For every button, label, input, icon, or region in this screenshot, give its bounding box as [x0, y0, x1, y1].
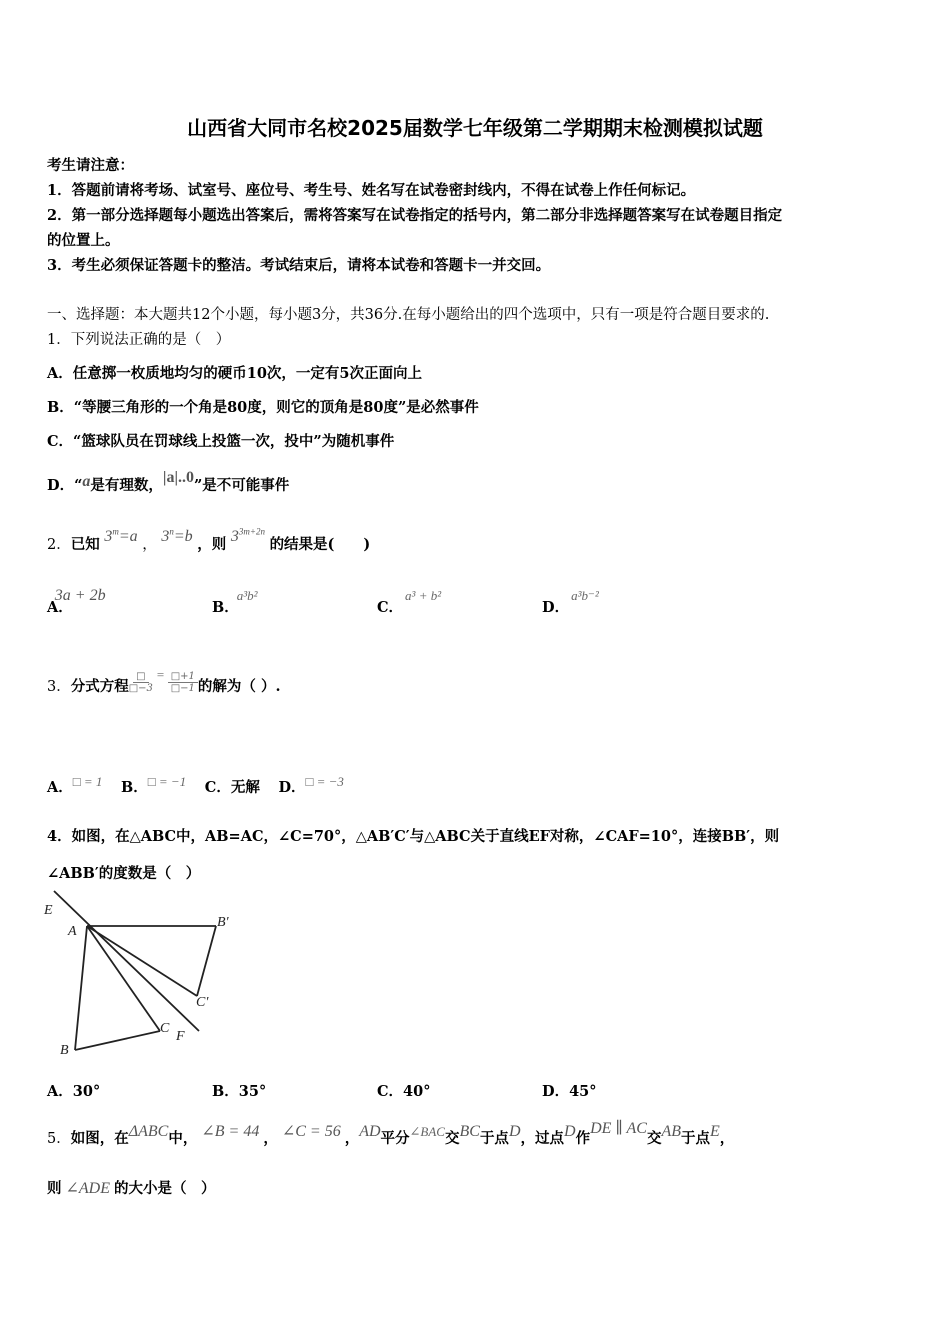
q4-option-b: B．35°: [212, 1083, 267, 1100]
q2-stem: 2．已知 $3^m=a$ ， $3^n=b$ ，则 $3^{3m+2n}$ 的结果是( ): [47, 526, 371, 553]
q4-option-d: D．45°: [542, 1083, 597, 1100]
q2-option-d: D．a³b⁻²: [542, 588, 599, 616]
label-e: E: [44, 903, 53, 918]
q3-stem: 3．分式方程 $\frac{□}{□-3}$ = $\frac{□+1}{□-1}$ 的解为（ ）.: [47, 667, 281, 695]
label-b-prime: B′: [217, 915, 229, 930]
notice-item-2b: 的位置上。: [47, 232, 120, 249]
segment-ac-prime: [87, 926, 197, 996]
line-ef: [54, 891, 199, 1031]
q4-option-c: C．40°: [377, 1083, 431, 1100]
q4-figure: [40, 888, 250, 1063]
label-c: C: [160, 1021, 170, 1036]
q5-stem-line2: 则 ∠ADE 的大小是（ ）: [47, 1180, 216, 1197]
q2-option-c: C．a³ + b²: [377, 588, 442, 616]
q3-options: A．□ = 1 B．□ = −1 C．无解 D．□ = −3: [47, 774, 344, 796]
notice-heading: 考生请注意：: [47, 157, 134, 174]
section-heading: 一、选择题：本大题共12个小题，每小题3分，共36分.在每小题给出的四个选项中，只有一项是符合题目要求的.: [47, 307, 770, 323]
q2-option-a: A．3a + 2b: [47, 587, 106, 616]
label-b: B: [60, 1043, 69, 1058]
label-f: F: [176, 1029, 185, 1044]
q1-option-a: A．任意掷一枚质地均匀的硬币10次，一定有5次正面向上: [47, 365, 423, 382]
q4-stem-line1: 4．如图，在△ABC中，AB=AC，∠C=70°，△AB′C′与△ABC关于直线EF对称，∠CAF=10°，连接BB′，则: [47, 828, 780, 845]
segment-bc: [75, 1031, 160, 1050]
q4-stem-line2: ∠ABB′的度数是（ ）: [47, 865, 201, 882]
notice-item-2a: 2．第一部分选择题每小题选出答案后，需将答案写在试卷指定的括号内，第二部分非选择题答案写在试卷题目指定: [47, 207, 783, 224]
q4-option-a: A．30°: [47, 1083, 101, 1100]
label-c-prime: C′: [196, 995, 209, 1010]
q2-option-b: B．a³b²: [212, 588, 258, 616]
notice-item-1: 1．答题前请将考场、试室号、座位号、考生号、姓名写在试卷密封线内，不得在试卷上作任何标记。: [47, 182, 696, 199]
q1-option-d: D．“a是有理数，|a|..0”是不可能事件: [47, 469, 290, 494]
segment-ac: [87, 926, 160, 1031]
segment-ab: [75, 926, 87, 1050]
page-title: 山西省大同市名校2025届数学七年级第二学期期末检测模拟试题: [187, 116, 763, 140]
q5-stem: 5．如图，在ΔABC中， ∠B = 44 ， ∠C = 56 ，AD平分∠BAC交BC于点D，过点D作DE ∥ AC交AB于点E，: [47, 1120, 735, 1147]
q1-option-c: C．“篮球队员在罚球线上投篮一次，投中”为随机事件: [47, 433, 395, 450]
q1-option-b: B．“等腰三角形的一个角是80度，则它的顶角是80度”是必然事件: [47, 399, 479, 416]
notice-item-3: 3．考生必须保证答题卡的整洁。考试结束后，请将本试卷和答题卡一并交回。: [47, 257, 551, 274]
segment-b-prime-c-prime: [197, 926, 216, 996]
q1-stem: 1．下列说法正确的是（ ）: [47, 332, 231, 348]
label-a: A: [68, 924, 77, 939]
